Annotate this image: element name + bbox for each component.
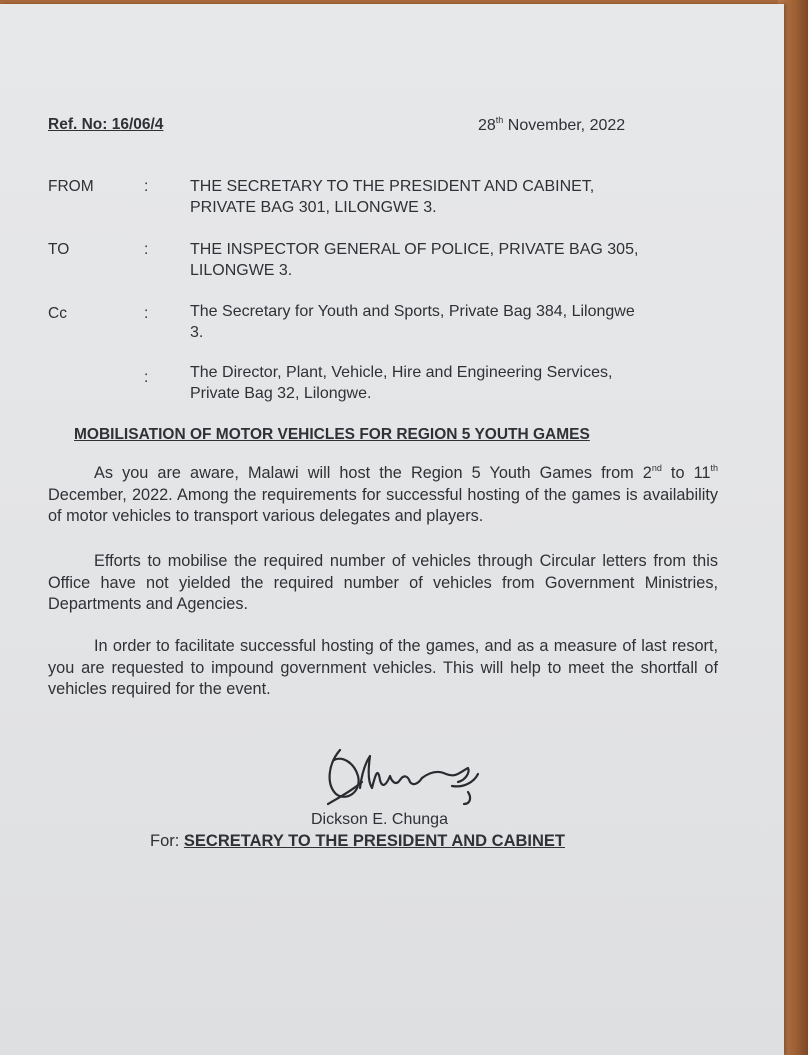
paragraph-1 [48, 463, 718, 528]
to-address-line: LILONGWE 3. [190, 262, 293, 279]
to-address-line: THE INSPECTOR GENERAL OF POLICE, PRIVATE BAG 305, [190, 241, 639, 258]
letter-page [0, 4, 784, 1055]
signatory-name: Dickson E. Chunga [311, 811, 448, 828]
to-label: TO [48, 241, 70, 258]
handwritten-signature [318, 742, 488, 812]
subject-heading: MOBILISATION OF MOTOR VEHICLES FOR REGION 5 YOUTH GAMES [74, 426, 590, 443]
for-title: SECRETARY TO THE PRESIDENT AND CABINET [183, 832, 565, 850]
cc-label: Cc [48, 305, 67, 322]
date-rest: November, 2022 [503, 117, 626, 134]
paragraph-2-text: Efforts to mobilise the required number of vehicles through Circular letters from this Office have not yielded the required number of vehicles from Government Ministries, Departments and Agencies. [48, 552, 718, 613]
paragraph-3-text: In order to facilitate successful hosting of the games, and as a measure of last resort, you are requested to impound government vehicles. This will help to meet the shortfall of vehicles required for the event. [48, 637, 718, 698]
from-address [190, 176, 710, 218]
letter-date [478, 115, 625, 135]
paragraph-1-text: to 11 [661, 464, 711, 482]
paragraph-1-text: December, 2022. Among the requirements for successful hosting of the games is availability of motor vehicles to transport various delegates and players. [48, 485, 718, 525]
cc-address [190, 301, 710, 343]
for-prefix: For: [150, 832, 184, 850]
from-address-line: THE SECRETARY TO THE PRESIDENT AND CABINET, [190, 178, 595, 195]
to-colon: : [144, 241, 149, 258]
cc2-address-line: Private Bag 32, Lilongwe. [190, 385, 372, 402]
cc-colon: : [144, 305, 149, 322]
from-label: FROM [48, 178, 94, 195]
from-address-line: PRIVATE BAG 301, LILONGWE 3. [190, 199, 437, 216]
signatory-role [150, 832, 565, 851]
superscript: nd [651, 463, 662, 473]
paragraph-3 [48, 636, 718, 701]
from-colon: : [144, 178, 149, 195]
superscript: th [710, 463, 718, 473]
cc2-colon: : [144, 369, 149, 386]
paragraph-2 [48, 551, 718, 616]
cc2-address [190, 362, 710, 404]
date-suffix: th [495, 115, 504, 125]
cc-address-line: The Secretary for Youth and Sports, Private Bag 384, Lilongwe [190, 303, 635, 320]
cc2-address-line: The Director, Plant, Vehicle, Hire and Engineering Services, [190, 364, 613, 381]
paragraph-1-text: As you are aware, Malawi will host the Region 5 Youth Games from 2 [94, 464, 652, 482]
reference-number: Ref. No: 16/06/4 [48, 116, 164, 133]
cc-address-line: 3. [190, 324, 204, 341]
date-day: 28 [478, 117, 496, 134]
to-address [190, 239, 710, 281]
